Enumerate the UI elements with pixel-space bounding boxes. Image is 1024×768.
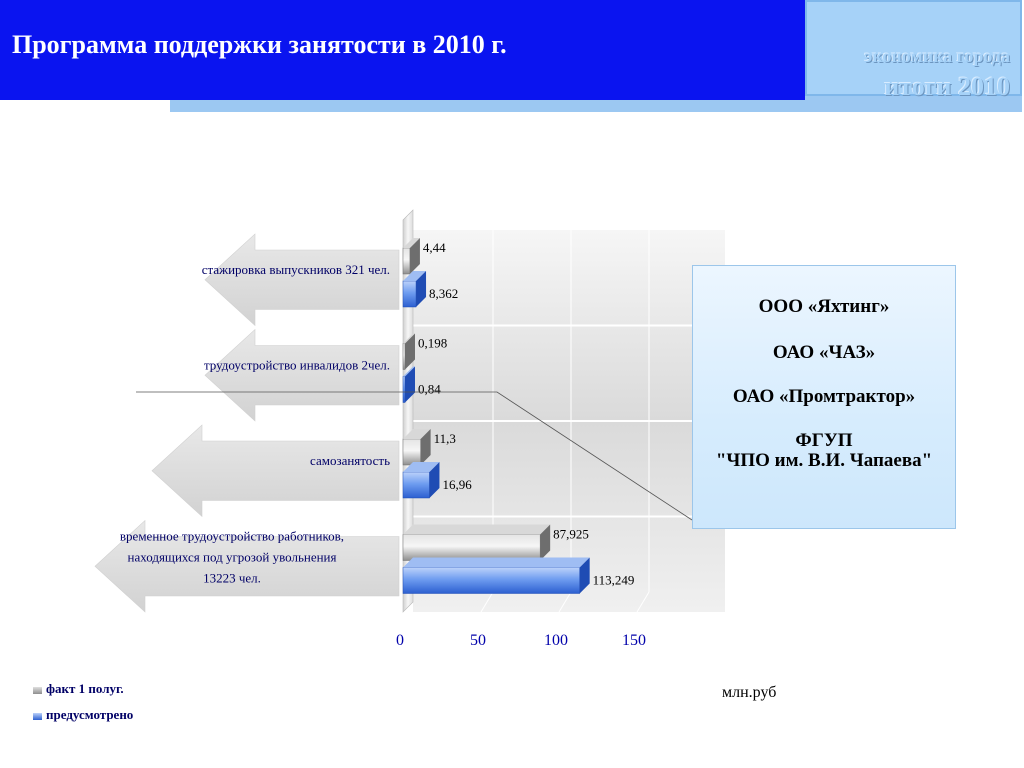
data-label: 8,362 xyxy=(429,286,459,301)
category-label: временное трудоустройство работников, xyxy=(119,528,345,544)
data-label: 0,84 xyxy=(418,381,441,397)
category-arrow xyxy=(152,425,399,517)
category-label: трудоустройство инвалидов 2чел. xyxy=(203,357,390,373)
data-label: 16,96 xyxy=(442,477,472,492)
category-label: стажировка выпускников 321 чел. xyxy=(201,261,390,277)
legend-label-planned: предусмотрено xyxy=(46,707,134,722)
companies-box xyxy=(692,265,956,529)
corner-year: итоги 2010 xyxy=(884,72,1010,101)
bar-planned xyxy=(403,281,416,307)
x-tick-label: 100 xyxy=(544,632,568,649)
category-label: самозанятость xyxy=(310,452,390,468)
corner-caption: экономика города xyxy=(864,46,1010,66)
legend-item-planned xyxy=(33,707,133,723)
bar-planned xyxy=(403,472,429,498)
data-label: 0,198 xyxy=(418,335,448,351)
category-arrow xyxy=(205,330,399,422)
data-label: 87,925 xyxy=(553,526,589,542)
bar-fact xyxy=(403,344,405,370)
bar-fact xyxy=(403,535,540,561)
bar-planned xyxy=(403,377,405,403)
bar-fact xyxy=(403,248,410,274)
data-label: 4,44 xyxy=(422,240,446,255)
legend-swatch-planned xyxy=(33,713,42,720)
bar-fact xyxy=(403,439,421,465)
bar-planned xyxy=(403,568,580,594)
category-label: находящихся под угрозой увольнения xyxy=(127,549,337,565)
company-promtraktor: ОАО «Промтрактор» xyxy=(732,386,916,407)
company-yakhting: ООО «Яхтинг» xyxy=(758,296,890,317)
company-chpo: "ЧПО им. В.И. Чапаева" xyxy=(715,450,933,471)
legend-item-fact xyxy=(33,681,124,697)
unit-label: млн.руб xyxy=(722,684,777,701)
category-label: 13223 чел. xyxy=(203,570,261,586)
data-label: 11,3 xyxy=(433,431,456,446)
company-fgup: ФГУП xyxy=(795,430,853,451)
legend-swatch-fact xyxy=(33,687,42,694)
page-title: Программа поддержки занятости в 2010 г. xyxy=(12,30,507,59)
company-chaz: ОАО «ЧАЗ» xyxy=(772,342,876,363)
data-label: 113,249 xyxy=(592,572,635,588)
category-arrow xyxy=(205,234,399,326)
bar-top xyxy=(403,558,590,568)
bar-top xyxy=(403,525,550,535)
x-tick-label: 150 xyxy=(622,632,646,649)
x-tick-label: 0 xyxy=(396,632,404,649)
legend-label-fact: факт 1 полуг. xyxy=(46,681,124,696)
x-tick-label: 50 xyxy=(470,632,486,649)
